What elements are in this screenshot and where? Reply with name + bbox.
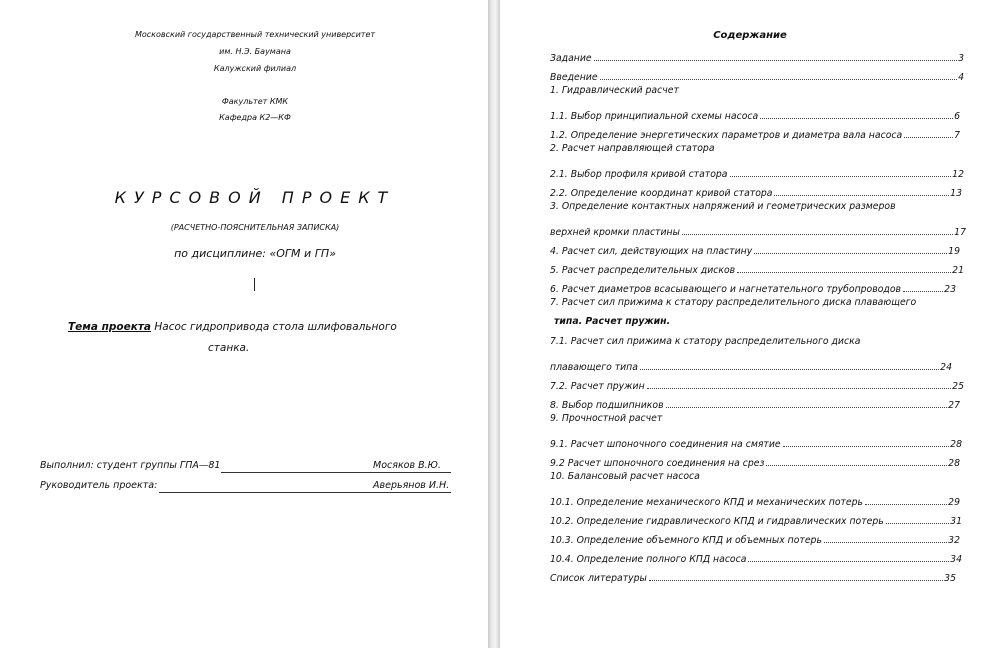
toc-heading: 7.1. Расчет сил прижима к статору распределительного диска xyxy=(550,336,861,347)
toc-entry: 1.2. Определение энергетических параметров и диаметра вала насоса 7 xyxy=(550,130,960,141)
toc-entry: 8. Выбор подшипников 27 xyxy=(550,400,960,411)
toc-entry: Введение 4 xyxy=(550,72,964,83)
performed-by-signature-line xyxy=(221,472,451,473)
toc-entry: 7.2. Расчет пружин 25 xyxy=(550,381,964,392)
topic-label: Тема проекта xyxy=(68,321,152,333)
toc-entry: 10.4. Определение полного КПД насоса 34 xyxy=(550,554,962,565)
topic-line xyxy=(68,321,397,333)
toc-entry: 6. Расчет диаметров всасывающего и нагнетательного трубопроводов 23 xyxy=(550,284,956,295)
toc-entry: Задание 3 xyxy=(550,53,964,64)
toc-entry: 5. Расчет распределительных дисков 21 xyxy=(550,265,964,276)
toc-entry: Список литературы 35 xyxy=(550,573,956,584)
toc-entry: 10.2. Определение гидравлического КПД и гидравлических потерь 31 xyxy=(550,516,962,527)
title-page xyxy=(0,0,488,648)
toc-entry: верхней кромки пластины 17 xyxy=(550,227,966,238)
toc-entry: 9.1. Расчет шпоночного соединения на смятие 28 xyxy=(550,439,962,450)
toc-heading: 2. Расчет направляющей статора xyxy=(550,143,715,154)
toc-entry: 2.2. Определение координат кривой статора 13 xyxy=(550,188,962,199)
supervisor-signature-line xyxy=(159,492,451,493)
toc-entry: 9.2 Расчет шпоночного соединения на срез 28 xyxy=(550,458,960,469)
topic-text: Насос гидропривода стола шлифовального xyxy=(154,321,397,333)
branch-name: Калужский филиал xyxy=(213,64,297,73)
toc-entry: 1.1. Выбор принципиальной схемы насоса 6 xyxy=(550,111,960,122)
toc-heading: 9. Прочностной расчет xyxy=(550,413,663,424)
contents-page xyxy=(500,0,1000,648)
contents-title: Содержание xyxy=(713,30,787,41)
toc-heading: 1. Гидравлический расчет xyxy=(550,85,679,96)
supervisor-name: Аверьянов И.Н. xyxy=(373,480,450,491)
toc-heading: типа. Расчет пружин. xyxy=(554,316,671,327)
page-gutter xyxy=(488,0,500,648)
supervisor-label: Руководитель проекта: xyxy=(40,480,158,491)
toc-entry: 10.3. Определение объемного КПД и объемных потерь 32 xyxy=(550,535,960,546)
department-name: Кафедра К2—КФ xyxy=(219,113,291,122)
toc-entry: 10.1. Определение механического КПД и механических потерь 29 xyxy=(550,497,960,508)
text-cursor xyxy=(254,278,255,291)
document-type: КУРСОВОЙ ПРОЕКТ xyxy=(114,188,396,207)
discipline-line: по дисциплине: «ОГМ и ГП» xyxy=(174,247,336,260)
topic-text-continued: станка. xyxy=(208,342,250,354)
toc-heading: 7. Расчет сил прижима к статору распределительного диска плавающего xyxy=(550,297,917,308)
toc-entry: 4. Расчет сил, действующих на пластину 19 xyxy=(550,246,960,257)
university-name: Московский государственный технический университет xyxy=(134,30,376,39)
performed-by-label: Выполнил: студент группы ГПА—81 xyxy=(40,460,221,471)
performed-by-name: Мосяков В.Ю. xyxy=(373,460,441,471)
university-named-after: им. Н.Э. Баумана xyxy=(219,47,291,56)
toc-entry: 2.1. Выбор профиля кривой статора 12 xyxy=(550,169,964,180)
toc-entry: плавающего типа 24 xyxy=(550,362,952,373)
toc-heading: 10. Балансовый расчет насоса xyxy=(550,471,700,482)
faculty-name: Факультет КМК xyxy=(221,97,289,106)
document-subtype: (РАСЧЕТНО-ПОЯСНИТЕЛЬНАЯ ЗАПИСКА) xyxy=(170,223,340,232)
toc-heading: 3. Определение контактных напряжений и геометрических размеров xyxy=(550,201,896,212)
